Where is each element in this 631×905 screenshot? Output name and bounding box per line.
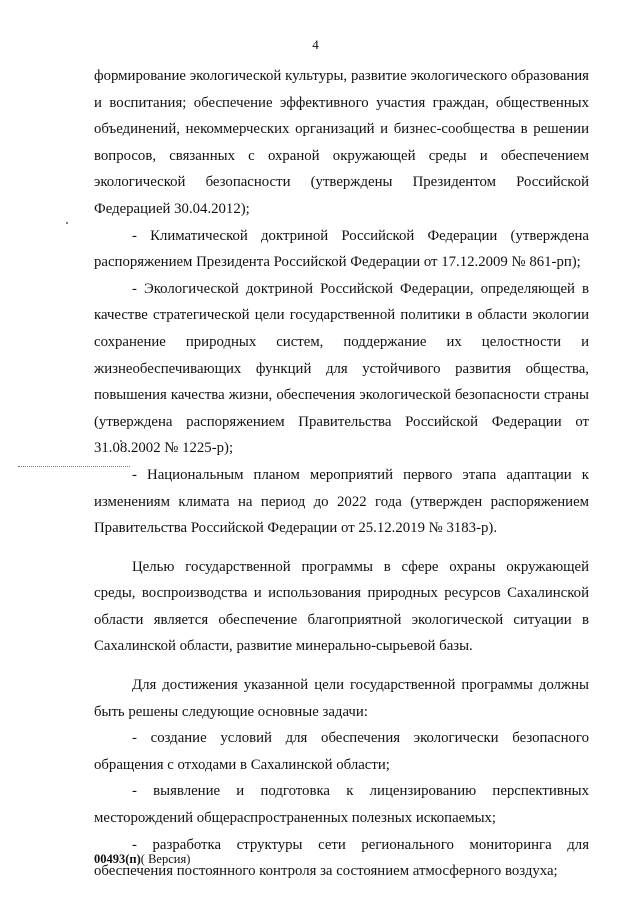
paragraph-ecological-culture: формирование экологической культуры, развитие экологического образования и воспитания; обеспечение эффективного участия граждан, общественных объединений, некоммерческих организаций и бизнес-сообщества в решении вопросов, связанных с охраной окружающей среды и обеспечением экологической безопасности (утверждены Президентом Российской Федерацией 30.04.2012);: [94, 68, 589, 217]
list-item-waste-task: - создание условий для обеспечения экологически безопасного обращения с отходами в Сахалинской области;: [94, 730, 589, 773]
footer-doc-id: 00493(п): [94, 852, 141, 866]
footer: [94, 852, 190, 867]
footer-version: ( Версия): [140, 852, 191, 866]
list-item-monitoring-task: - разработка структуры сети регионального мониторинга для обеспечения постоянного контроля за состоянием атмосферного воздуха;: [94, 836, 589, 880]
list-item-national-adaptation-plan: - Национальным планом мероприятий первого этапа адаптации к изменениям климата на период до 2022 года (утвержден распоряжением Правительства Российской Федерации от 25.12.2019 № 3183-р).: [94, 466, 589, 537]
body-text: [94, 63, 589, 885]
list-item-ecological-doctrine: - Экологической доктриной Российской Федерации, определяющей в качестве стратегической цели государственной политики в области экологии сохранение природных систем, поддержание их целостности и жизнеобеспечивающих функций для устойчивого развития общества, повышения качества жизни, обеспечения экологической безопасности страны (утверждена распоряжением Правительства Российской Федерации от 31.08.2002 № 1225-р);: [94, 280, 589, 457]
paragraph-tasks-intro: Для достижения указанной цели государственной программы должны быть решены следующие основные задачи:: [94, 677, 589, 720]
list-item-deposits-task: - выявление и подготовка к лицензированию перспективных месторождений общераспространенных полезных ископаемых;: [94, 783, 589, 827]
list-item-climate-doctrine: - Климатической доктриной Российской Федерации (утверждена распоряжением Президента Российской Федерации от 17.12.2009 № 861-рп);: [94, 227, 589, 271]
page-number: 4: [312, 37, 319, 52]
scan-speck: [66, 222, 68, 224]
paragraph-program-goal: Целью государственной программы в сфере охраны окружающей среды, воспроизводства и использования природных ресурсов Сахалинской области является обеспечение благоприятной экологической ситуации в Сахалинской области, развитие минерально-сырьевой базы.: [94, 558, 589, 655]
